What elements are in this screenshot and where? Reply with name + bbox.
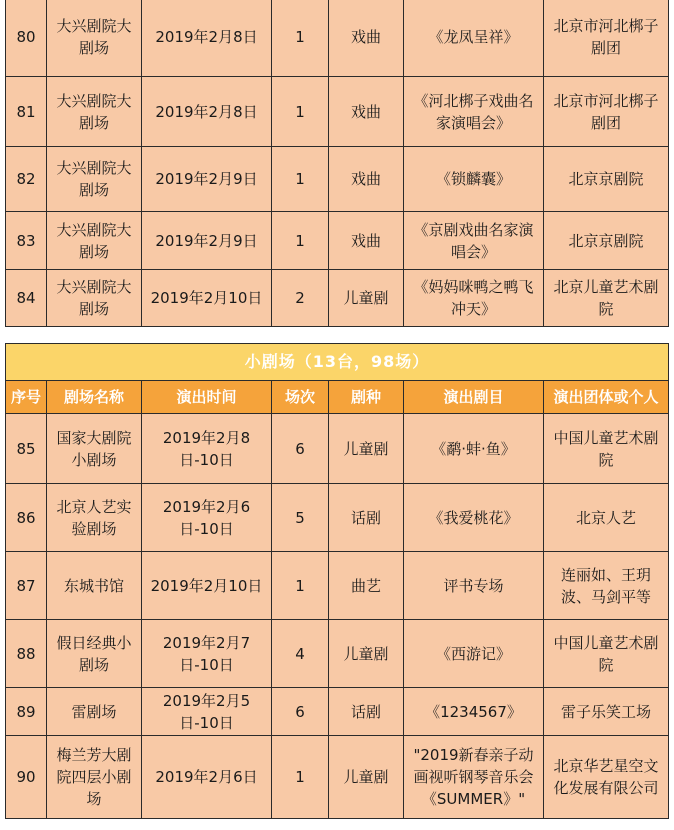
cell-title: 评书专场 [404, 552, 544, 620]
header-shows: 场次 [272, 381, 329, 414]
cell-no: 87 [6, 552, 47, 620]
cell-venue: 假日经典小剧场 [47, 620, 142, 688]
large-theater-table [5, 0, 669, 327]
section-title: 小剧场（13台，98场） [6, 344, 669, 381]
table-row [6, 212, 669, 270]
cell-venue: 大兴剧院大剧场 [47, 147, 142, 212]
cell-venue: 国家大剧院小剧场 [47, 414, 142, 484]
table-row [6, 0, 669, 77]
cell-genre: 儿童剧 [329, 414, 404, 484]
cell-title: 《龙凤呈祥》 [404, 0, 544, 77]
cell-troupe: 中国儿童艺术剧院 [544, 620, 669, 688]
cell-no: 90 [6, 736, 47, 819]
table-row [6, 147, 669, 212]
cell-genre: 曲艺 [329, 552, 404, 620]
cell-troupe: 北京儿童艺术剧院 [544, 270, 669, 327]
cell-shows: 6 [272, 688, 329, 736]
cell-title: 《京剧戏曲名家演唱会》 [404, 212, 544, 270]
cell-no: 85 [6, 414, 47, 484]
cell-date: 2019年2月10日 [142, 552, 272, 620]
cell-title: 《西游记》 [404, 620, 544, 688]
cell-shows: 1 [272, 736, 329, 819]
small-theater-rows [6, 414, 669, 819]
cell-date: 2019年2月7日-10日 [142, 620, 272, 688]
cell-genre: 话剧 [329, 484, 404, 552]
cell-venue: 大兴剧院大剧场 [47, 77, 142, 147]
cell-troupe: 北京京剧院 [544, 212, 669, 270]
cell-venue: 雷剧场 [47, 688, 142, 736]
cell-date: 2019年2月10日 [142, 270, 272, 327]
cell-no: 89 [6, 688, 47, 736]
cell-title: 《锁麟囊》 [404, 147, 544, 212]
cell-shows: 1 [272, 212, 329, 270]
cell-shows: 1 [272, 147, 329, 212]
header-venue: 剧场名称 [47, 381, 142, 414]
header-troupe: 演出团体或个人 [544, 381, 669, 414]
cell-title: 《河北梆子戏曲名家演唱会》 [404, 77, 544, 147]
cell-date: 2019年2月8日 [142, 77, 272, 147]
cell-genre: 儿童剧 [329, 620, 404, 688]
cell-date: 2019年2月6日 [142, 736, 272, 819]
cell-venue: 东城书馆 [47, 552, 142, 620]
cell-troupe: 连丽如、王玥波、马剑平等 [544, 552, 669, 620]
cell-shows: 1 [272, 552, 329, 620]
cell-shows: 2 [272, 270, 329, 327]
cell-genre: 戏曲 [329, 0, 404, 77]
cell-title: 《妈妈咪鸭之鸭飞冲天》 [404, 270, 544, 327]
cell-genre: 儿童剧 [329, 736, 404, 819]
small-theater-table [5, 343, 669, 819]
cell-troupe: 北京华艺星空文化发展有限公司 [544, 736, 669, 819]
cell-genre: 戏曲 [329, 212, 404, 270]
cell-no: 81 [6, 77, 47, 147]
cell-venue: 大兴剧院大剧场 [47, 270, 142, 327]
header-title: 演出剧目 [404, 381, 544, 414]
cell-venue: 大兴剧院大剧场 [47, 212, 142, 270]
cell-shows: 5 [272, 484, 329, 552]
cell-genre: 儿童剧 [329, 270, 404, 327]
cell-title: "2019新春亲子动画视听钢琴音乐会《SUMMER》" [404, 736, 544, 819]
cell-no: 83 [6, 212, 47, 270]
column-header-row [6, 381, 669, 414]
cell-genre: 戏曲 [329, 77, 404, 147]
cell-date: 2019年2月5日-10日 [142, 688, 272, 736]
cell-title: 《鹬·蚌·鱼》 [404, 414, 544, 484]
table-row [6, 736, 669, 819]
cell-shows: 6 [272, 414, 329, 484]
table-row [6, 552, 669, 620]
header-no: 序号 [6, 381, 47, 414]
table-row [6, 270, 669, 327]
cell-venue: 大兴剧院大剧场 [47, 0, 142, 77]
cell-no: 86 [6, 484, 47, 552]
cell-troupe: 雷子乐笑工场 [544, 688, 669, 736]
cell-troupe: 北京市河北梆子剧团 [544, 0, 669, 77]
table-row [6, 688, 669, 736]
cell-venue: 梅兰芳大剧院四层小剧场 [47, 736, 142, 819]
cell-date: 2019年2月8日-10日 [142, 414, 272, 484]
cell-troupe: 北京人艺 [544, 484, 669, 552]
cell-venue: 北京人艺实验剧场 [47, 484, 142, 552]
cell-genre: 戏曲 [329, 147, 404, 212]
cell-date: 2019年2月8日 [142, 0, 272, 77]
table-row [6, 484, 669, 552]
cell-genre: 话剧 [329, 688, 404, 736]
cell-title: 《1234567》 [404, 688, 544, 736]
cell-no: 88 [6, 620, 47, 688]
cell-date: 2019年2月6日-10日 [142, 484, 272, 552]
table-row [6, 414, 669, 484]
cell-troupe: 北京市河北梆子剧团 [544, 77, 669, 147]
table-row [6, 77, 669, 147]
cell-date: 2019年2月9日 [142, 212, 272, 270]
header-genre: 剧种 [329, 381, 404, 414]
table-row [6, 620, 669, 688]
cell-date: 2019年2月9日 [142, 147, 272, 212]
cell-shows: 1 [272, 0, 329, 77]
cell-shows: 1 [272, 77, 329, 147]
cell-no: 84 [6, 270, 47, 327]
cell-no: 82 [6, 147, 47, 212]
cell-shows: 4 [272, 620, 329, 688]
cell-troupe: 中国儿童艺术剧院 [544, 414, 669, 484]
cell-title: 《我爱桃花》 [404, 484, 544, 552]
large-theater-rows [6, 0, 669, 327]
cell-no: 80 [6, 0, 47, 77]
header-date: 演出时间 [142, 381, 272, 414]
cell-troupe: 北京京剧院 [544, 147, 669, 212]
